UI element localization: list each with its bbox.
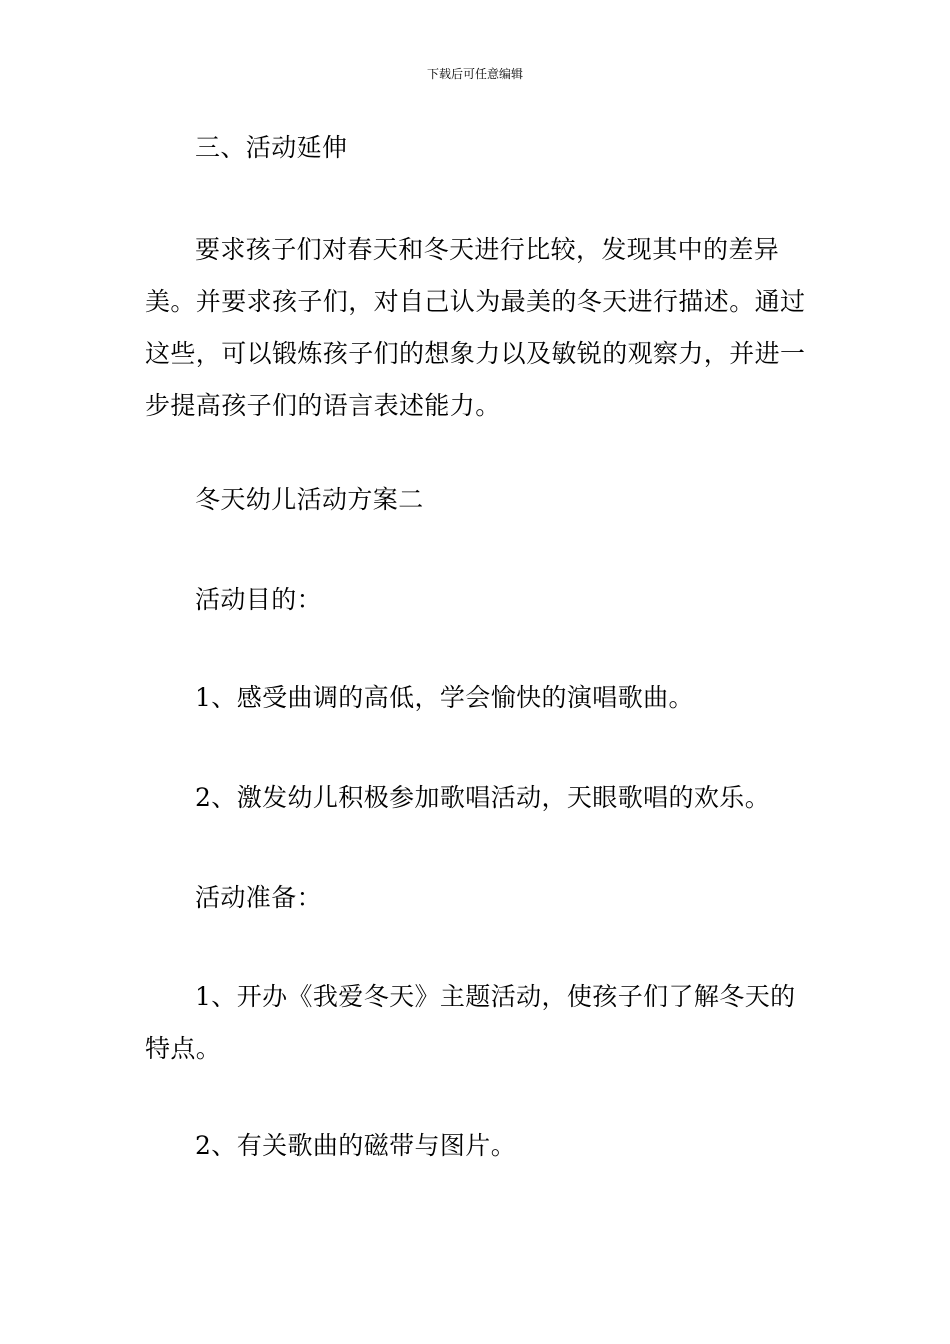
page-header: 下载后可任意编辑 bbox=[426, 67, 523, 81]
goal-item-2: 2、激发幼儿积极参加歌唱活动，天眼歌唱的欢乐。 bbox=[195, 783, 771, 812]
paragraph-extension-text: 要求孩子们对春天和冬天进行比较，发现其中的差异美。并要求孩子们，对自己认为最美的冬天进行描述。通过这些，可以锻炼孩子们的想象力以及敏锐的观察力，并进一步提高孩子们的语言表述能力。 bbox=[145, 235, 806, 420]
preparation-item-1: 1、开办《我爱冬天》主题活动，使孩子们了解冬天的特点。 bbox=[145, 982, 796, 1063]
section-heading-goals: 活动目的： bbox=[195, 585, 323, 614]
plan-title: 冬天幼儿活动方案二 bbox=[195, 485, 424, 514]
goal-item-1: 1、感受曲调的高低，学会愉快的演唱歌曲。 bbox=[195, 683, 694, 712]
section-heading-preparation: 活动准备： bbox=[195, 883, 323, 912]
preparation-item-2: 2、有关歌曲的磁带与图片。 bbox=[195, 1131, 517, 1160]
section-heading-extension: 三、活动延伸 bbox=[195, 133, 348, 162]
